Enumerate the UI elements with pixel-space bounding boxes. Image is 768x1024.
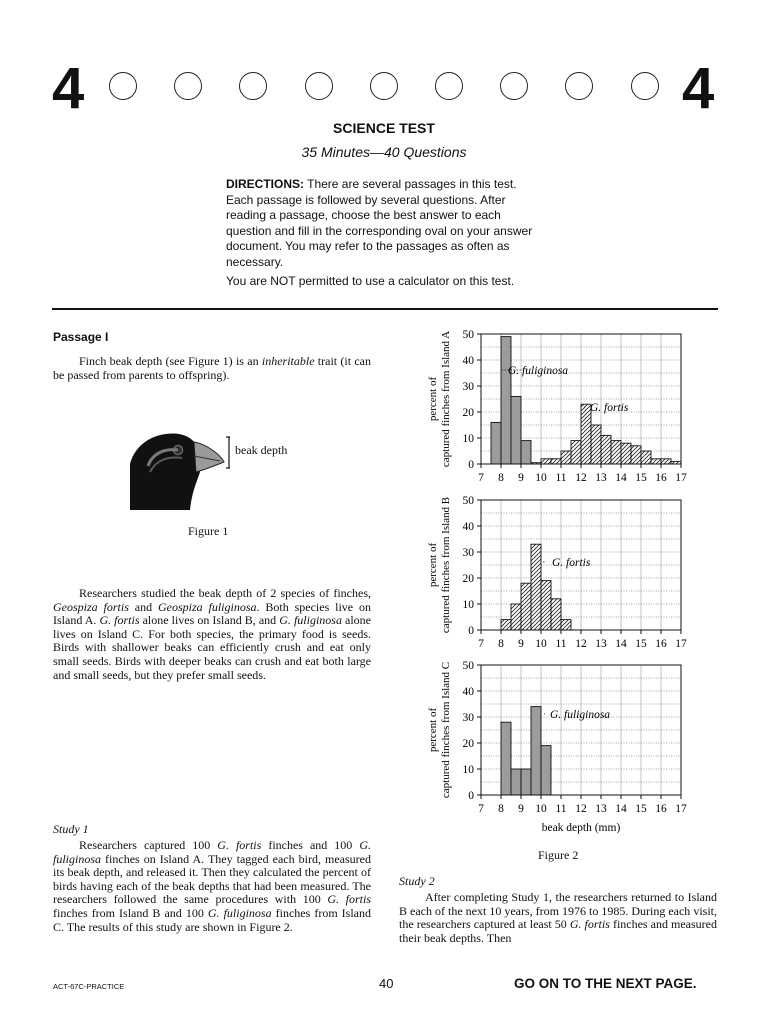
x-tick-label: 11 — [555, 472, 567, 484]
finch-illustration — [128, 432, 230, 515]
histogram-bar — [521, 769, 531, 795]
answer-oval — [435, 72, 463, 100]
y-axis-label: captured finches from Island A — [440, 330, 452, 468]
y-tick-label: 0 — [468, 625, 474, 637]
histogram-bar — [541, 581, 551, 630]
histogram-bar — [511, 604, 521, 630]
histogram-bar — [621, 443, 631, 464]
y-tick-label: 40 — [462, 686, 474, 698]
x-tick-label: 14 — [615, 472, 627, 484]
section-number-right: 4 — [682, 56, 715, 121]
answer-oval — [239, 72, 267, 100]
series-label: G. fortis — [590, 402, 629, 414]
histogram-bar — [651, 459, 661, 464]
x-tick-label: 8 — [498, 472, 504, 484]
study2-text — [399, 891, 717, 945]
histogram-bar — [571, 441, 581, 464]
text-run: and — [128, 599, 158, 614]
histogram-bar — [611, 441, 621, 464]
study1-heading: Study 1 — [53, 822, 89, 836]
x-tick-label: 16 — [655, 803, 667, 815]
y-tick-label: 20 — [462, 573, 474, 585]
x-tick-label: 9 — [518, 472, 524, 484]
histogram-bar — [501, 620, 511, 630]
x-tick-label: 10 — [535, 472, 547, 484]
calculator-note: You are NOT permitted to use a calculator on this test. — [226, 274, 515, 288]
text-run: alone lives on Island B, and — [139, 613, 280, 628]
histogram-bar — [521, 583, 531, 630]
figure2-chart — [420, 328, 710, 838]
x-tick-label: 10 — [535, 803, 547, 815]
y-tick-label: 40 — [462, 355, 474, 367]
x-tick-label: 12 — [575, 803, 587, 815]
species-name: G. fortis — [217, 838, 262, 852]
x-tick-label: 17 — [675, 803, 687, 815]
histogram-bar — [591, 425, 601, 464]
y-axis-label: captured finches from Island B — [440, 496, 452, 634]
intro-text-1: Finch beak depth (see Figure 1) is an — [79, 354, 262, 368]
directions-label: DIRECTIONS: — [226, 177, 304, 191]
text-run: finches on Island A. They tagged each bird, measured its beak depth, and released it. Then they calculated the percent of birds having each of the beak depths that had been measured. The researchers followed the same procedures with 100 — [53, 851, 371, 907]
histogram-bar — [601, 435, 611, 464]
directions — [226, 177, 544, 270]
y-tick-label: 0 — [468, 459, 474, 471]
histogram-bar — [551, 599, 561, 630]
x-tick-label: 13 — [595, 472, 607, 484]
answer-oval — [305, 72, 333, 100]
y-tick-label: 30 — [462, 712, 474, 724]
text-run: Researchers captured 100 — [79, 838, 218, 852]
y-tick-label: 30 — [462, 547, 474, 559]
x-tick-label: 7 — [478, 472, 484, 484]
y-tick-label: 20 — [462, 738, 474, 750]
answer-oval — [500, 72, 528, 100]
y-tick-label: 30 — [462, 381, 474, 393]
histogram-bar — [561, 451, 571, 464]
y-tick-label: 50 — [462, 329, 474, 341]
species-name: Geospiza fortis — [53, 599, 129, 614]
passage-intro — [53, 355, 371, 382]
x-tick-label: 16 — [655, 472, 667, 484]
answer-oval — [565, 72, 593, 100]
series-label: G. fortis — [552, 557, 591, 569]
figure1-caption: Figure 1 — [188, 524, 229, 538]
x-tick-label: 15 — [635, 803, 647, 815]
passage-paragraph-2 — [53, 587, 371, 682]
directions-text: There are several passages in this test. Each passage is followed by several questions. After reading a passage, choose the best answer to each question and fill in the corresponding oval on your answer document. You may refer to the passages as often as necessary. — [226, 177, 533, 269]
text-run: finches and 100 — [261, 838, 360, 852]
beak-depth-label: beak depth — [235, 443, 288, 457]
y-tick-label: 0 — [468, 790, 474, 802]
x-tick-label: 17 — [675, 472, 687, 484]
x-tick-label: 14 — [615, 803, 627, 815]
x-tick-label: 16 — [655, 638, 667, 650]
species-name: G. fortis — [99, 613, 140, 628]
x-tick-label: 9 — [518, 803, 524, 815]
y-tick-label: 50 — [462, 660, 474, 672]
text-run: Researchers studied the beak depth of 2 species of finches, — [79, 586, 371, 600]
footer-code: ACT-67C-PRACTICE — [53, 982, 125, 991]
page-number: 40 — [379, 976, 394, 991]
y-tick-label: 10 — [462, 764, 474, 776]
histogram-bar — [641, 451, 651, 464]
series-label: G. fuliginosa — [508, 365, 569, 377]
histogram-bar — [531, 544, 541, 630]
text-run: finches and measured their beak depths. Then — [399, 917, 717, 945]
next-page-notice: GO ON TO THE NEXT PAGE. — [514, 976, 697, 991]
species-name: G. fortis — [327, 892, 372, 907]
text-run: . Both species live on Island A. — [53, 599, 371, 628]
histogram-bar — [491, 422, 501, 464]
section-divider — [52, 308, 718, 310]
intro-italic: inheritable — [261, 354, 315, 368]
study2-heading: Study 2 — [399, 874, 435, 888]
x-tick-label: 13 — [595, 638, 607, 650]
histogram-bar — [501, 337, 511, 464]
histogram-bar — [501, 722, 511, 795]
answer-oval — [370, 72, 398, 100]
answer-oval — [109, 72, 137, 100]
passage-heading: Passage I — [53, 330, 109, 344]
y-axis-label: captured finches from Island C — [440, 661, 452, 799]
species-name: G. fuliginosa — [207, 905, 272, 920]
y-tick-label: 20 — [462, 407, 474, 419]
y-tick-label: 10 — [462, 599, 474, 611]
x-tick-label: 8 — [498, 803, 504, 815]
histogram-bar — [661, 459, 671, 464]
histogram-bar — [521, 441, 531, 464]
x-tick-label: 12 — [575, 638, 587, 650]
text-run: finches from Island B and 100 — [53, 905, 208, 920]
x-tick-label: 17 — [675, 638, 687, 650]
x-tick-label: 7 — [478, 638, 484, 650]
intro-text-2: trait (it can be passed from parents to offspring). — [53, 354, 372, 382]
x-tick-label: 11 — [555, 803, 567, 815]
histogram-bar — [551, 459, 561, 464]
y-tick-label: 50 — [462, 495, 474, 507]
histogram-bar — [511, 769, 521, 795]
x-tick-label: 7 — [478, 803, 484, 815]
figure2-caption: Figure 2 — [538, 848, 579, 862]
x-tick-label: 13 — [595, 803, 607, 815]
y-axis-label: percent of — [427, 707, 439, 753]
y-axis-label: percent of — [427, 542, 439, 588]
histogram-bar — [631, 446, 641, 464]
x-tick-label: 10 — [535, 638, 547, 650]
answer-oval — [631, 72, 659, 100]
text-run: alone lives on Island C. For both species, the primary food is seeds. Birds with shallower beaks can efficiently crush and eat only small seeds. Birds with deeper beaks can crush and eat both large and small seeds, but they prefer small seeds. — [53, 613, 371, 682]
histogram-bar — [561, 620, 571, 630]
histogram-bar — [531, 707, 541, 795]
x-tick-label: 9 — [518, 638, 524, 650]
x-tick-label: 15 — [635, 638, 647, 650]
study1-text — [53, 839, 371, 934]
x-tick-label: 12 — [575, 472, 587, 484]
answer-oval — [174, 72, 202, 100]
histogram-bar — [541, 746, 551, 795]
page-title: SCIENCE TEST — [333, 120, 435, 136]
species-name: G. fuliginosa — [53, 838, 371, 866]
x-axis-label: beak depth (mm) — [541, 822, 621, 834]
x-tick-label: 15 — [635, 472, 647, 484]
x-tick-label: 14 — [615, 638, 627, 650]
species-name: G. fortis — [569, 917, 610, 932]
page-subtitle: 35 Minutes—40 Questions — [301, 144, 467, 160]
y-axis-label: percent of — [427, 376, 439, 422]
y-tick-label: 40 — [462, 521, 474, 533]
series-label: G. fuliginosa — [550, 709, 611, 721]
histogram-bar — [541, 459, 551, 464]
histogram-bar — [511, 396, 521, 464]
text-run: finches from Island C. The results of this study are shown in Figure 2. — [53, 905, 372, 934]
section-number-left: 4 — [52, 56, 85, 121]
species-name: G. fuliginosa — [279, 613, 342, 628]
x-tick-label: 8 — [498, 638, 504, 650]
text-run: After completing Study 1, the researchers returned to Island B each of the next 10 years, from 1976 to 1985. During each visit, the researchers captured at least 50 — [399, 890, 717, 932]
species-name: Geospiza fuliginosa — [157, 599, 257, 614]
x-tick-label: 11 — [555, 638, 567, 650]
y-tick-label: 10 — [462, 433, 474, 445]
